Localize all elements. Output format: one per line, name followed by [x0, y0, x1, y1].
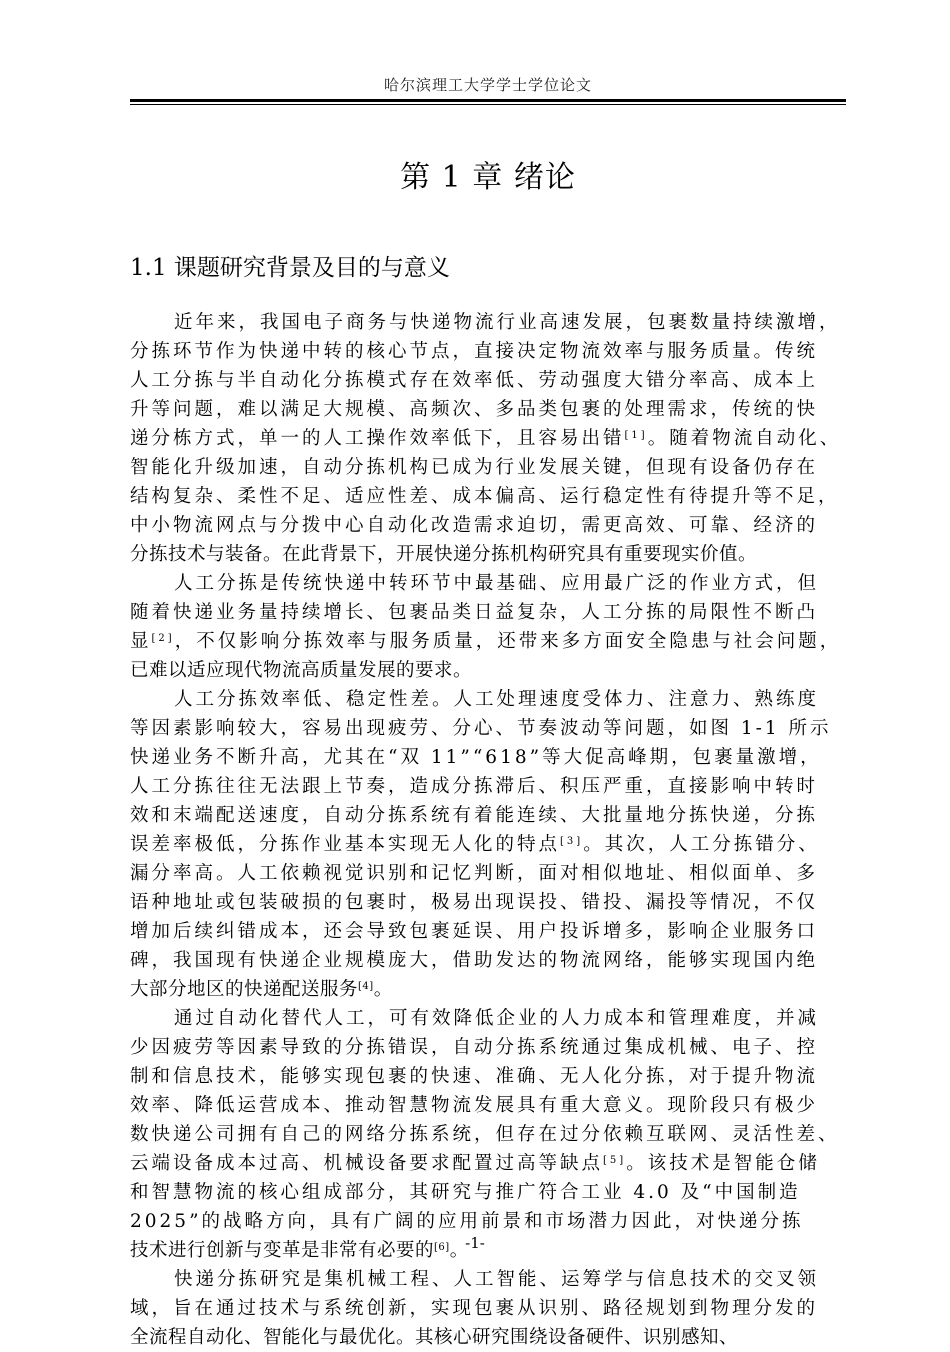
- text-line: 分拣环节作为快递中转的核心节点，直接决定物流效率与服务质量。传统: [130, 341, 819, 362]
- text-line: 人工分拣与半自动化分拣模式存在效率低、劳动强度大错分率高、成本上: [130, 370, 819, 391]
- text-segment: ，不仅影响分拣效率与服务质量，还带来多方面安全隐患与社会问题，: [174, 631, 842, 652]
- text-line: 结构复杂、柔性不足、适应性差、成本偏高、运行稳定性有待提升等不足，: [130, 486, 840, 507]
- text-line: 效率、降低运营成本、推动智慧物流发展具有重大意义。现阶段只有极少: [130, 1095, 819, 1116]
- text-line: 快递分拣研究是集机械工程、人工智能、运筹学与信息技术的交叉领: [174, 1269, 820, 1290]
- text-line: 已难以适应现代物流高质量发展的要求。: [130, 660, 473, 681]
- text-line: 制和信息技术，能够实现包裹的快速、准确、无人化分拣，对于提升物流: [130, 1066, 819, 1087]
- text-line: 漏分率高。人工依赖视觉识别和记忆判断，面对相似地址、相似面单、多: [130, 863, 819, 884]
- paragraph: [130, 685, 850, 1004]
- text-line: [130, 830, 850, 859]
- text-segment: 。随着物流自动化、: [647, 428, 842, 449]
- text-line: 2025”的战略方向，具有广阔的应用前景和市场潜力因此，对快递分拣: [130, 1211, 804, 1232]
- text-line: [130, 975, 850, 1004]
- text-line: 和智慧物流的核心组成部分，其研究与推广符合工业 4.0 及“中国制造: [130, 1182, 801, 1203]
- header-rule-thin: [130, 104, 846, 105]
- citation: [2]: [151, 633, 175, 644]
- text-segment: 。该技术是智能仓储: [626, 1153, 820, 1174]
- text-line: 近年来，我国电子商务与快递物流行业高速发展，包裹数量持续激增，: [174, 312, 841, 333]
- text-line: [130, 627, 850, 656]
- text-line: 分拣技术与装备。在此背景下，开展快递分拣机构研究具有重要现实价值。: [130, 544, 758, 565]
- text-segment: 误差率极低，分拣作业基本实现无人化的特点: [130, 834, 561, 855]
- text-segment: 。: [449, 1240, 469, 1261]
- text-line: 随着快递业务量持续增长、包裹品类日益复杂，人工分拣的局限性不断凸: [130, 602, 819, 623]
- citation: [5]: [603, 1155, 627, 1166]
- text-line: 等因素影响较大，容易出现疲劳、分心、节奏波动等问题，如图 1-1 所示: [130, 718, 832, 739]
- text-line: 中小物流网点与分拨中心自动化改造需求迫切，需更高效、可靠、经济的: [130, 515, 819, 536]
- text-line: 语种地址或包装破损的包裹时，极易出现误投、错投、漏投等情况，不仅: [130, 892, 819, 913]
- text-line: 人工分拣效率低、稳定性差。人工处理速度受体力、注意力、熟练度: [174, 689, 820, 710]
- section-heading: 1.1 课题研究背景及目的与意义: [130, 255, 450, 281]
- text-segment: 大部分地区的快递配送服务: [130, 979, 359, 1000]
- text-line: 数快递公司拥有自己的网络分拣系统，但存在过分依赖互联网、灵活性差、: [130, 1124, 840, 1145]
- citation: [4]: [358, 981, 374, 992]
- text-line: 人工分拣是传统快递中转环节中最基础、应用最广泛的作业方式，但: [174, 573, 820, 594]
- running-header: 哈尔滨理工大学学士学位论文: [383, 76, 592, 94]
- paragraph: [130, 1004, 850, 1265]
- citation: [1]: [624, 430, 648, 441]
- paragraph: [130, 569, 850, 685]
- text-line: 少因疲劳等因素导致的分拣错误，自动分拣系统通过集成机械、电子、控: [130, 1037, 819, 1058]
- text-segment: 显: [130, 631, 152, 652]
- paragraph: [130, 1265, 850, 1352]
- text-line: 快递业务不断升高，尤其在“双 11”“618”等大促高峰期，包裹量激增，: [130, 747, 822, 768]
- text-line: 人工分拣往往无法跟上节奏，造成分拣滞后、积压严重，直接影响中转时: [130, 776, 819, 797]
- chapter-title: 第 1 章 绪论: [400, 160, 576, 195]
- body-text: [130, 308, 850, 1352]
- header-rule-thick: [130, 99, 846, 102]
- text-segment: 。其次，人工分拣错分、: [583, 834, 820, 855]
- text-segment: 。: [373, 979, 393, 1000]
- text-line: 通过自动化替代人工，可有效降低企业的人力成本和管理难度，并减: [174, 1008, 820, 1029]
- citation: [6]: [434, 1242, 450, 1253]
- text-line: 增加后续纠错成本，还会导致包裹延误、用户投诉增多，影响企业服务口: [130, 921, 819, 942]
- text-line: 碑，我国现有快递企业规模庞大，借助发达的物流网络，能够实现国内绝: [130, 950, 819, 971]
- text-line: 智能化升级加速，自动分拣机构已成为行业发展关键，但现有设备仍存在: [130, 457, 819, 478]
- page-number: -1-: [465, 1234, 485, 1252]
- text-segment: 技术进行创新与变革是非常有必要的: [130, 1240, 435, 1261]
- text-segment: 递分栋方式，单一的人工操作效率低下，且容易出错: [130, 428, 625, 449]
- paragraph: [130, 308, 850, 569]
- text-line: [130, 1149, 850, 1178]
- text-line: 升等问题，难以满足大规模、高频次、多品类包裹的处理需求，传统的快: [130, 399, 819, 420]
- text-segment: 云端设备成本过高、机械设备要求配置过高等缺点: [130, 1153, 604, 1174]
- text-line: 全流程自动化、智能化与最优化。其核心研究围绕设备硬件、识别感知、: [130, 1327, 739, 1348]
- text-line: 域，旨在通过技术与系统创新，实现包裹从识别、路径规划到物理分发的: [130, 1298, 819, 1319]
- text-line: [130, 424, 850, 453]
- citation: [3]: [560, 836, 584, 847]
- text-line: 效和末端配送速度，自动分拣系统有着能连续、大批量地分拣快递，分拣: [130, 805, 819, 826]
